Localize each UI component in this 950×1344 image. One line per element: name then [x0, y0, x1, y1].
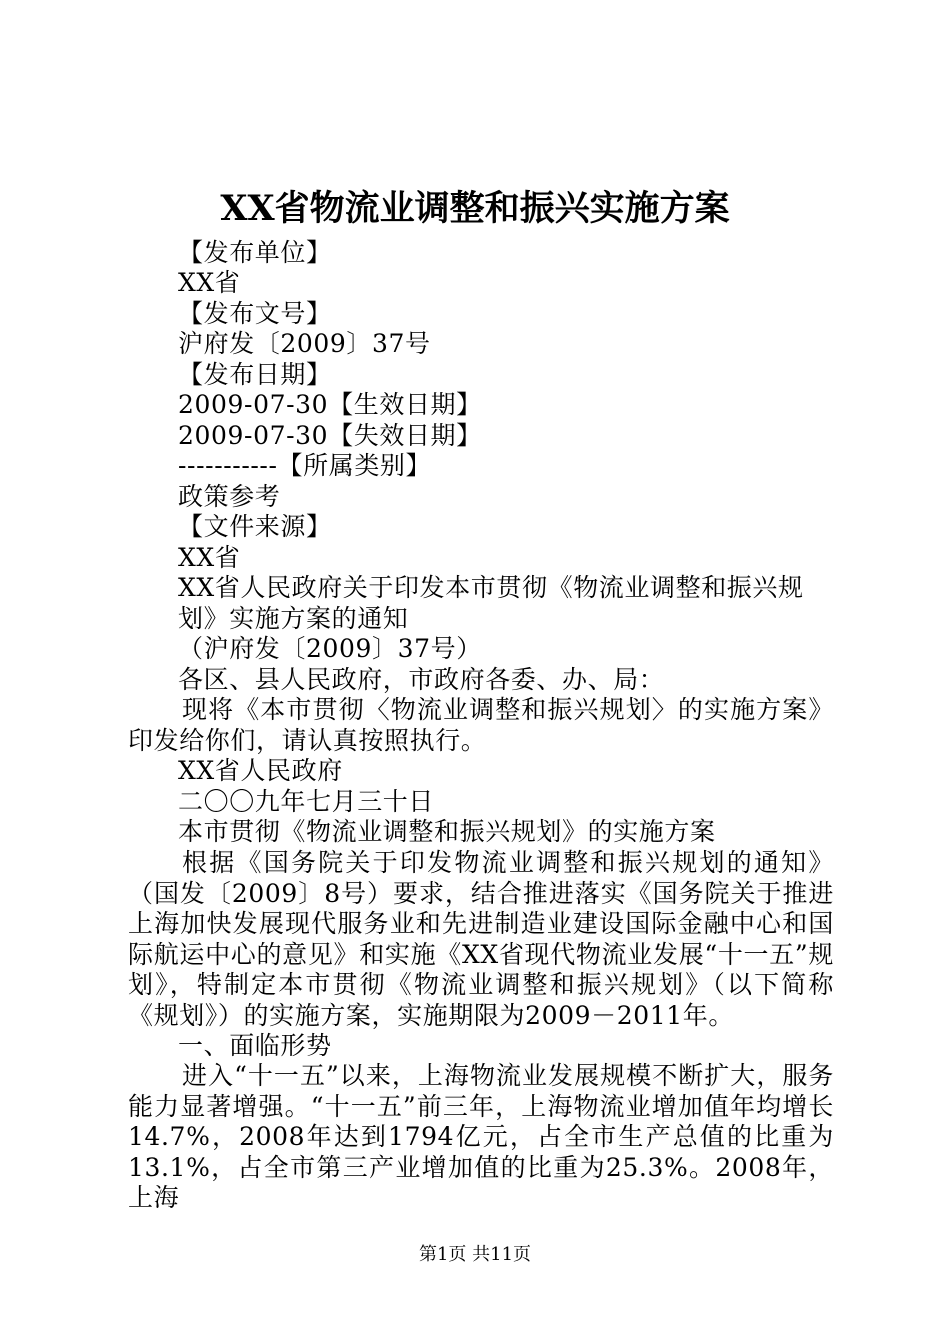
body-paragraph-2: 根据《国务院关于印发物流业调整和振兴规划的通知》（国发〔2009〕8号）要求，结合推进落实《国务院关于推进上海加快发展现代服务业和先进制造业建设国际金融中心和国际航运中心的意见》和实施《XX省现代物流业发展“十一五”规划》，特制定本市贯彻《物流业调整和振兴规划》（以下简称《规划》）的实施方案，实施期限为2009－2011年。	[128, 848, 834, 1030]
body-paragraph-3: 进入“十一五”以来，上海物流业发展规模不断扩大，服务能力显著增强。“十一五”前三年，上海物流业增加值年均增长14.7%，2008年达到1794亿元，占全市生产总值的比重为13.1%，占全市第三产业增加值的比重为25.3%。2008年，上海	[128, 1061, 834, 1212]
effective-date-line: 2009-07-30【生效日期】	[178, 390, 482, 419]
document-title: XX省物流业调整和振兴实施方案	[220, 188, 730, 229]
body-paragraph-1: 现将《本市贯彻〈物流业调整和振兴规划〉的实施方案》印发给你们，请认真按照执行。	[128, 695, 834, 755]
source-value: XX省	[178, 543, 241, 572]
notice-title-line-2: 划》实施方案的通知	[178, 604, 409, 633]
category-value: 政策参考	[178, 482, 281, 511]
publisher-value: XX省	[178, 268, 241, 297]
date-label: 【发布日期】	[178, 360, 332, 389]
signature: XX省人民政府	[178, 756, 343, 785]
notice-number: （沪府发〔2009〕37号）	[178, 634, 482, 663]
section-heading-1: 一、面临形势	[178, 1031, 332, 1060]
addressee: 各区、县人民政府，市政府各委、办、局：	[178, 665, 665, 694]
sign-date: 二〇〇九年七月三十日	[178, 787, 435, 816]
source-label: 【文件来源】	[178, 512, 332, 541]
plan-title: 本市贯彻《物流业调整和振兴规划》的实施方案	[178, 817, 716, 846]
category-line: -----------【所属类别】	[178, 451, 432, 480]
doc-no-label: 【发布文号】	[178, 299, 332, 328]
publisher-label: 【发布单位】	[178, 238, 332, 267]
doc-no-value: 沪府发〔2009〕37号	[178, 329, 431, 358]
page-footer: 第1页 共11页	[418, 1244, 532, 1265]
notice-title-line-1: XX省人民政府关于印发本市贯彻《物流业调整和振兴规	[178, 573, 804, 602]
expire-date-line: 2009-07-30【失效日期】	[178, 421, 482, 450]
